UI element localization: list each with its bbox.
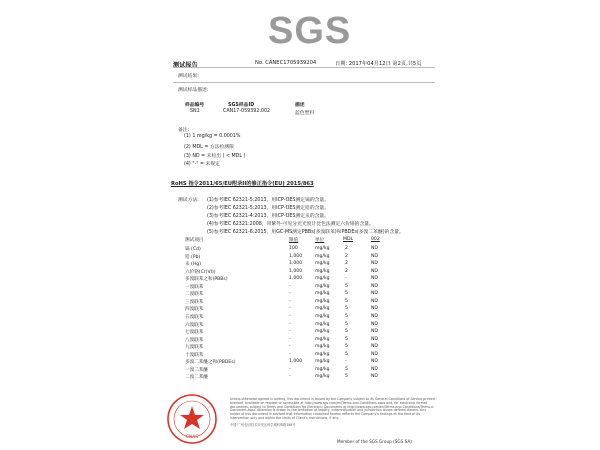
result-unit: mg/kg [315,268,330,274]
result-unit: mg/kg [315,336,330,342]
table-row [185,359,405,366]
result-value: ND [371,329,378,335]
result-unit: mg/kg [315,351,330,357]
result-item: 九溴联苯 [185,345,204,351]
method-item: (5)参考IEC 62321-6:2015，用GC-MS测定PBBs(多溴联苯)和PBDEs(多溴二苯醚)的含量。 [207,230,404,235]
notes-label: 备注: [178,128,190,133]
table-row [185,269,405,276]
result-mdl: 5 [345,283,348,289]
result-value: ND [371,321,378,327]
certification-stamp [165,392,219,446]
method-item: (1)参考IEC 62321-5:2013，用ICP-OES测定镉的含量。 [207,198,330,203]
result-mdl: 5 [345,321,348,327]
col-header-mdl: MDL [343,237,354,242]
result-unit: mg/kg [315,276,330,282]
table-row [185,306,405,313]
col-header-limit: 限值 [289,238,299,243]
table-row [185,337,405,344]
result-unit: mg/kg [315,291,330,297]
result-limit: 1,000 [289,253,303,259]
result-mdl: 5 [345,374,348,380]
table-row [185,254,405,261]
result-item: 六溴联苯 [185,322,204,328]
result-limit: - [289,321,291,327]
sample-header-number: 样品编号 [185,103,205,108]
result-item: 二溴二苯醚 [185,375,208,381]
note-item: (4) "-" = 未规定 [184,162,220,167]
result-unit: mg/kg [315,344,330,350]
result-unit: mg/kg [315,329,330,335]
result-item: 镉 (Cd) [185,247,201,252]
methods-label: 测试方法: [178,198,199,203]
sample-id: CAN17-059392.002 [223,109,271,114]
result-value: ND [371,344,378,350]
result-unit: mg/kg [315,261,330,267]
result-unit: mg/kg [315,366,330,372]
result-unit: mg/kg [315,283,330,289]
report-number: No. CANEC1705939204 [255,60,317,66]
table-row [185,299,405,306]
result-item: 一溴联苯 [185,284,204,290]
result-mdl: 2 [345,246,348,251]
sample-desc: 蓝色塑料 [295,111,315,116]
result-mdl: 5 [345,313,348,319]
table-row [185,284,405,291]
table-row [185,291,405,298]
result-item: 七溴联苯 [185,330,204,336]
stamp-text: CNAS [185,435,199,440]
result-item: 多溴二苯醚之和(PBDEs) [185,360,236,366]
col-header-item: 测试项目 [185,238,204,243]
result-mdl: 5 [345,306,348,312]
table-row [185,344,405,351]
result-mdl: 5 [345,344,348,350]
result-item: 多溴联苯之和(PBBs) [185,277,228,283]
result-mdl: 2 [345,253,348,259]
table-row [185,261,405,268]
result-unit: mg/kg [315,313,330,319]
result-limit: 1,000 [289,276,303,282]
method-item: (4)参考IEC 62321:2008，用紫外-可见分光光度计比色法测定六价铬的含量。 [207,222,374,227]
result-mdl: 5 [345,336,348,342]
result-value: ND [371,351,378,357]
result-mdl: 5 [345,329,348,335]
result-limit: 1,000 [289,359,303,365]
result-unit: mg/kg [315,246,330,251]
result-value: ND [371,336,378,342]
note-item: (2) MDL = 方法检测限 [184,145,234,150]
divider [173,82,435,83]
result-value: ND [371,313,378,319]
table-row [185,246,405,253]
table-row [185,276,405,283]
sgs-logo: SGS [268,10,352,52]
result-limit: - [289,283,291,289]
table-row [185,329,405,336]
note-item: (1) 1 mg/kg = 0.0001% [184,134,241,139]
result-mdl: 2 [345,261,348,267]
result-limit: - [289,313,291,319]
result-item: 十溴联苯 [185,352,204,358]
result-value: ND [371,366,378,372]
result-limit: - [289,374,291,380]
result-unit: mg/kg [315,374,330,380]
result-item: 六价铬(Cr(VI)) [185,269,216,275]
table-row [185,314,405,321]
result-unit: mg/kg [315,321,330,327]
result-item: 五溴联苯 [185,314,204,320]
section-title: RoHS 指令2011/65/EU附录II的修正指令(EU) 2015/863 [171,181,314,187]
result-mdl: 2 [345,268,348,274]
sample-header-desc: 描述 [295,103,305,108]
result-limit: - [289,291,291,297]
result-unit: mg/kg [315,298,330,304]
result-value: ND [371,291,378,297]
table-row [185,374,405,381]
result-item: 八溴联苯 [185,337,204,343]
result-limit: - [289,336,291,342]
col-header-unit: 单位 [315,238,325,243]
header-divider [173,67,435,68]
result-item: 汞 (Hg) [185,262,202,268]
result-limit: 1,000 [289,268,303,274]
result-mdl: 5 [345,298,348,304]
result-item: 四溴联苯 [185,307,204,313]
test-result-label: 测试结果: [178,74,199,79]
result-limit: - [289,344,291,350]
footer-address: 中国·广州·经济技术开发区科学城科珠路198号 [230,423,296,427]
report-date: 日期: 2017年04月12日 第2页,共5页 [335,61,422,67]
result-item: 铅 (Pb) [185,254,201,260]
method-item: (2)参考IEC 62321-5:2013，用ICP-OES测定铅的含量。 [207,206,330,211]
result-limit: - [289,351,291,357]
result-value: ND [371,374,378,380]
sample-desc-label: 测试样品描述: [178,88,209,93]
result-value: ND [371,276,378,282]
result-item: 三溴联苯 [185,299,204,305]
report-title: 测试报告 [173,62,198,69]
result-mdl: 5 [345,366,348,372]
note-item: (3) ND = 未检出 ( < MDL ) [184,154,246,159]
result-value: ND [371,306,378,312]
result-limit: - [289,366,291,372]
method-item: (3)参考IEC 62321-4:2013，用ICP-OES测定汞的含量。 [207,214,330,219]
result-limit: - [289,298,291,304]
result-limit: - [289,306,291,312]
result-mdl: - [345,359,347,365]
table-row [185,322,405,329]
result-unit: mg/kg [315,359,330,365]
result-value: ND [371,298,378,304]
result-value: ND [371,261,378,267]
table-row [185,352,405,359]
result-unit: mg/kg [315,253,330,259]
result-limit: 100 [289,246,298,251]
result-value: ND [371,253,378,259]
result-mdl: - [345,276,347,282]
result-value: ND [371,268,378,274]
sample-header-id: SGS样品ID [228,103,255,108]
footer-terms: Unless otherwise agreed in writing, this document is issued by the Company subject to its General Conditions of Service printed overleaf, available on request or accessible at http://www.sgs.com/en/Terms-and-Conditions.aspx and, for electronic format documents, subject to Terms and Conditions for Electronic Documents at http://www.sgs.com/en/Terms-and-Conditions/Terms-e-Document.aspx. Attention is drawn to the limitation of liability, indemnification and jurisdiction issues defined therein. Any holder of this document is advised that information contained hereon reflects the Company's findings at the time of its intervention only and within the limits of Client's instructions, if any. [230,397,435,420]
result-value: ND [371,246,378,251]
table-row [185,367,405,374]
result-limit: 1,000 [289,261,303,267]
col-header-result: 002 [371,237,380,242]
results-header-row [185,237,405,244]
result-limit: - [289,329,291,335]
footer-member: Member of the SGS Group (SGS SA) [337,439,412,444]
sample-number: SN1 [190,109,200,114]
result-mdl: 5 [345,291,348,297]
result-value: ND [371,359,378,365]
result-unit: mg/kg [315,306,330,312]
result-value: ND [371,283,378,289]
result-item: 二溴联苯 [185,292,204,298]
result-item: 一溴二苯醚 [185,367,208,373]
result-mdl: 5 [345,351,348,357]
